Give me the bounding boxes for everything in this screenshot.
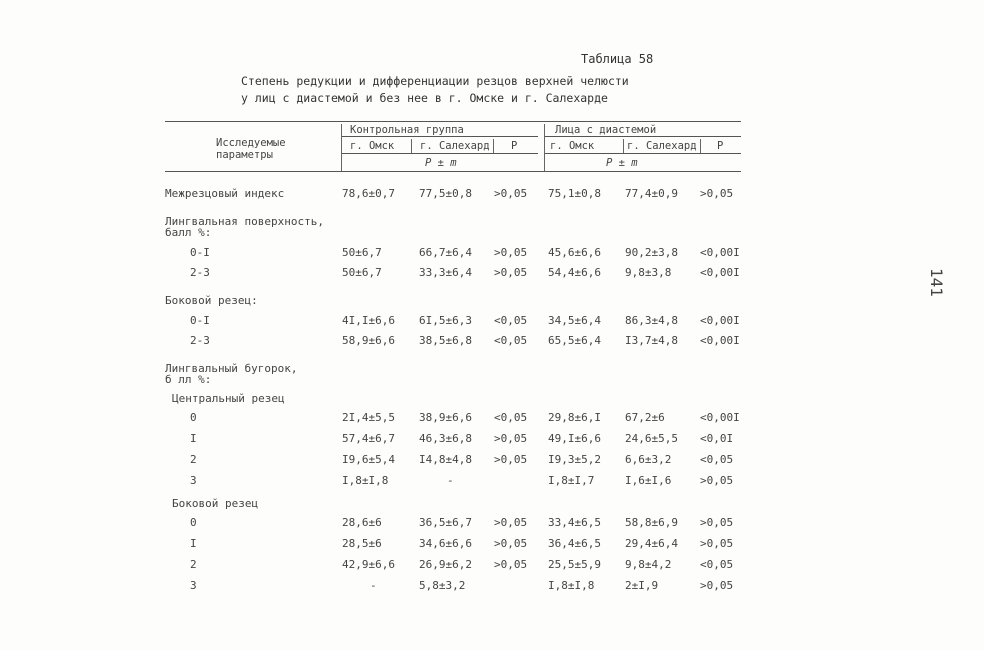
table-cell: 36,5±6,7 (419, 516, 472, 529)
table-cell: <0,00I (700, 266, 740, 279)
table-cell: 9,8±4,2 (625, 558, 672, 571)
table-cell: <0,00I (700, 314, 740, 327)
table-cell: 29,4±6,4 (625, 537, 678, 550)
table-cell: 45,6±6,6 (548, 246, 601, 259)
table-cell: <0,0I (700, 432, 734, 445)
header-p-pm-m-1: P ± m (425, 157, 457, 169)
table-cell: 42,9±6,6 (342, 558, 395, 571)
table-cell: 2I,4±5,5 (342, 411, 395, 424)
table-cell: <0,00I (700, 411, 740, 424)
table-cell: 4I,I±6,6 (342, 314, 395, 327)
row-label: Лингвальная поверхность, (165, 215, 324, 228)
table-cell: 75,1±0,8 (548, 187, 601, 200)
table-top-rule (165, 121, 741, 122)
row-label: 2-3 (190, 334, 210, 347)
row-label: 0-I (190, 314, 210, 327)
table-cell: 66,7±6,4 (419, 246, 472, 259)
table-cell: <0,05 (494, 314, 528, 327)
table-cell: 38,9±6,6 (419, 411, 472, 424)
row-label: 0 (190, 411, 197, 424)
row-label: Лингвальный бугорок, (165, 362, 298, 375)
table-cell: 77,4±0,9 (625, 187, 678, 200)
table-cell: 34,5±6,4 (548, 314, 601, 327)
group-underline-2 (545, 136, 741, 137)
header-p-pm-m-2: P ± m (606, 157, 638, 169)
table-cell: I9,3±5,2 (548, 453, 601, 466)
table-cell: 33,4±6,5 (548, 516, 601, 529)
table-cell: >0,05 (700, 474, 734, 487)
table-cell: 33,3±6,4 (419, 266, 472, 279)
header-divider-6 (700, 139, 701, 153)
row-label: балл %: (165, 226, 212, 239)
table-cell: 25,5±5,9 (548, 558, 601, 571)
row-label: Межрезцовый индекс (165, 187, 285, 200)
table-cell: >0,05 (494, 187, 528, 200)
table-cell: >0,05 (700, 579, 734, 592)
row-label: 0 (190, 516, 197, 529)
table-cell: 58,9±6,6 (342, 334, 395, 347)
table-cell: I3,7±4,8 (625, 334, 678, 347)
table-cell: 34,6±6,6 (419, 537, 472, 550)
subheader-underline-1 (342, 153, 538, 154)
header-divider-4 (493, 139, 494, 153)
table-cell: 50±6,7 (342, 266, 382, 279)
row-label: б лл %: (165, 373, 212, 386)
table-cell: 67,2±6 (625, 411, 665, 424)
table-cell: 2±I,9 (625, 579, 659, 592)
table-cell: 65,5±6,4 (548, 334, 601, 347)
header-p-1: P (511, 140, 518, 152)
table-title-line-2: у лиц с диастемой и без нее в г. Омске и г. Салехарде (241, 91, 608, 105)
row-label: 0-I (190, 246, 210, 259)
page-side-number: 141 (927, 268, 946, 297)
row-label: 2-3 (190, 266, 210, 279)
table-cell: <0,05 (700, 558, 734, 571)
table-title-line-1: Степень редукции и дифференциации резцов верхней челюсти (241, 74, 629, 88)
table-cell: >0,05 (494, 246, 528, 259)
table-cell: >0,05 (700, 537, 734, 550)
table-cell: 49,I±6,6 (548, 432, 601, 445)
row-label: Боковой резец (172, 497, 259, 510)
table-cell: - (370, 579, 377, 592)
table-cell: >0,05 (494, 453, 528, 466)
table-cell: 9,8±3,8 (625, 266, 672, 279)
table-cell: I4,8±4,8 (419, 453, 472, 466)
table-cell: >0,05 (494, 432, 528, 445)
row-label: 2 (190, 453, 197, 466)
row-label: Боковой резец: (165, 294, 258, 307)
header-omsk-2: г. Омск (550, 140, 595, 152)
header-divider-3 (411, 139, 412, 153)
table-cell: 28,5±6 (342, 537, 382, 550)
row-label: 3 (190, 474, 197, 487)
table-cell: >0,05 (700, 187, 734, 200)
table-cell: I,8±I,8 (342, 474, 389, 487)
table-cell: >0,05 (494, 558, 528, 571)
table-cell: >0,05 (700, 516, 734, 529)
table-cell: 5,8±3,2 (419, 579, 466, 592)
table-cell: 26,9±6,2 (419, 558, 472, 571)
header-p-2: P (717, 140, 724, 152)
row-label: 2 (190, 558, 197, 571)
row-label: I (190, 432, 197, 445)
table-number: Таблица 58 (581, 52, 654, 66)
row-label: I (190, 537, 197, 550)
table-cell: 24,6±5,5 (625, 432, 678, 445)
header-params: Исследуемые параметры (216, 137, 286, 161)
table-cell: 6,6±3,2 (625, 453, 672, 466)
row-label: 3 (190, 579, 197, 592)
table-cell: 36,4±6,5 (548, 537, 601, 550)
table-cell: <0,05 (494, 411, 528, 424)
subheader-underline-2 (545, 153, 741, 154)
table-cell: - (447, 474, 454, 487)
table-cell: <0,05 (494, 334, 528, 347)
table-cell: 90,2±3,8 (625, 246, 678, 259)
table-cell: 50±6,7 (342, 246, 382, 259)
table-cell: 6I,5±6,3 (419, 314, 472, 327)
header-divider-1 (341, 124, 342, 171)
table-cell: 28,6±6 (342, 516, 382, 529)
header-group-diastema: Лица с диастемой (555, 124, 657, 136)
header-salekhard-1: г. Салехард (420, 140, 490, 152)
header-group-control: Контрольная группа (350, 124, 464, 136)
table-cell: 77,5±0,8 (419, 187, 472, 200)
table-cell: 54,4±6,6 (548, 266, 601, 279)
header-divider-2 (544, 124, 545, 171)
table-cell: 58,8±6,9 (625, 516, 678, 529)
row-label: Центральный резец (172, 392, 285, 405)
table-cell: >0,05 (494, 266, 528, 279)
header-divider-5 (623, 139, 624, 153)
group-underline-1 (342, 136, 538, 137)
table-cell: >0,05 (494, 537, 528, 550)
table-cell: I,8±I,8 (548, 579, 595, 592)
table-cell: 57,4±6,7 (342, 432, 395, 445)
table-cell: <0,00I (700, 246, 740, 259)
table-cell: >0,05 (494, 516, 528, 529)
table-cell: 86,3±4,8 (625, 314, 678, 327)
table-cell: 78,6±0,7 (342, 187, 395, 200)
header-omsk-1: г. Омск (350, 140, 395, 152)
table-cell: 38,5±6,8 (419, 334, 472, 347)
table-cell: I,8±I,7 (548, 474, 595, 487)
table-cell: I,6±I,6 (625, 474, 672, 487)
table-cell: <0,05 (700, 453, 734, 466)
header-salekhard-2: г. Салехард (627, 140, 697, 152)
table-cell: 46,3±6,8 (419, 432, 472, 445)
header-bottom-rule (165, 171, 741, 172)
table-cell: 29,8±6,I (548, 411, 601, 424)
table-cell: <0,00I (700, 334, 740, 347)
table-cell: I9,6±5,4 (342, 453, 395, 466)
